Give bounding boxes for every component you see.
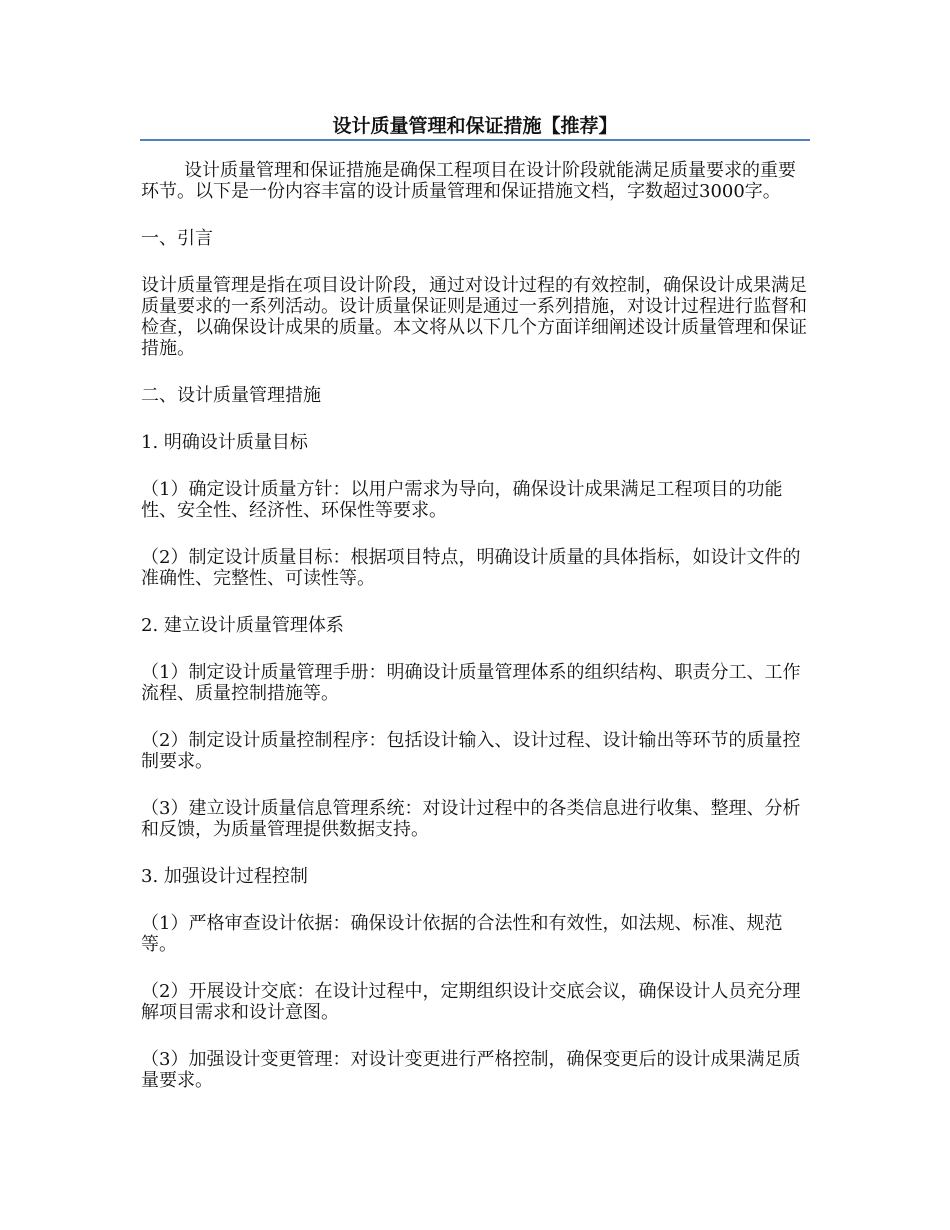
- list-item: （3）建立设计质量信息管理系统：对设计过程中的各类信息进行收集、整理、分析和反馈，为质量管理提供数据支持。: [141, 798, 801, 840]
- document-body: [141, 160, 811, 1091]
- section-heading-introduction: 一、引言: [141, 228, 213, 249]
- intro-paragraph: 设计质量管理和保证措施是确保工程项目在设计阶段就能满足质量要求的重要环节。以下是一份内容丰富的设计质量管理和保证措施文档，字数超过3000字。: [141, 160, 796, 202]
- list-item: （3）加强设计变更管理：对设计变更进行严格控制，确保变更后的设计成果满足质量要求。: [141, 1049, 801, 1091]
- list-item: （2）制定设计质量目标：根据项目特点，明确设计质量的具体指标，如设计文件的准确性、完整性、可读性等。: [141, 547, 801, 589]
- list-item: （1）制定设计质量管理手册：明确设计质量管理体系的组织结构、职责分工、工作流程、质量控制措施等。: [141, 662, 801, 704]
- list-item: （2）开展设计交底：在设计过程中，定期组织设计交底会议，确保设计人员充分理解项目需求和设计意图。: [141, 981, 801, 1023]
- title-underline: [140, 139, 810, 141]
- subsection-heading-1: 1. 明确设计质量目标: [141, 432, 308, 453]
- introduction-paragraph: 设计质量管理是指在项目设计阶段，通过对设计过程的有效控制，确保设计成果满足质量要求的一系列活动。设计质量保证则是通过一系列措施，对设计过程进行监督和检查，以确保设计成果的质量。本文将从以下几个方面详细阐述设计质量管理和保证措施。: [141, 275, 807, 359]
- subsection-heading-2: 2. 建立设计质量管理体系: [141, 615, 344, 636]
- section-heading-management: 二、设计质量管理措施: [141, 385, 321, 406]
- list-item: （1）严格审查设计依据：确保设计依据的合法性和有效性，如法规、标准、规范等。: [141, 913, 783, 955]
- list-item: （1）确定设计质量方针：以用户需求为导向，确保设计成果满足工程项目的功能性、安全性、经济性、环保性等要求。: [141, 479, 783, 521]
- list-item: （2）制定设计质量控制程序：包括设计输入、设计过程、设计输出等环节的质量控制要求。: [141, 730, 801, 772]
- subsection-heading-3: 3. 加强设计过程控制: [141, 866, 308, 887]
- document-title: 设计质量管理和保证措施【推荐】: [332, 115, 618, 137]
